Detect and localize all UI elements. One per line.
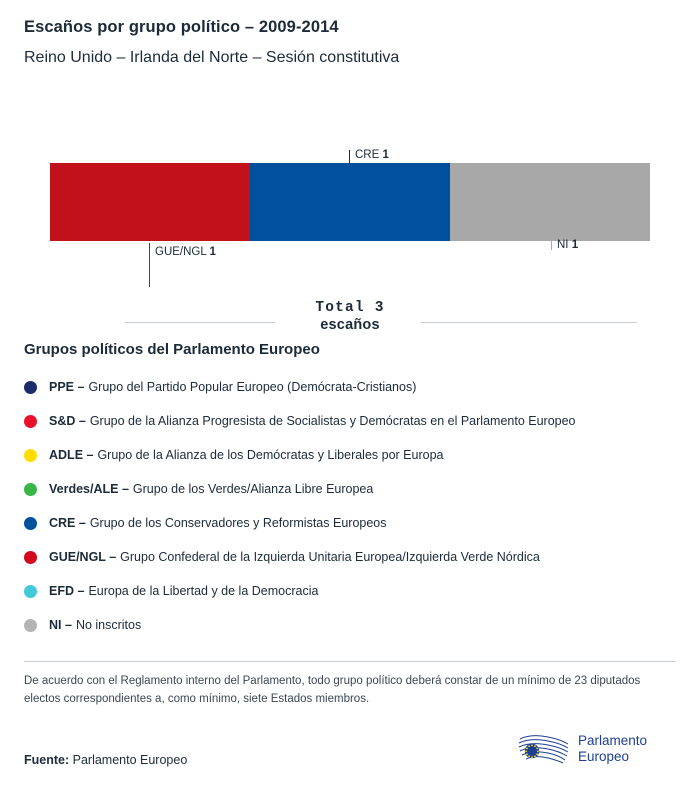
legend-item-abbr: EFD – bbox=[49, 584, 85, 598]
european-parliament-logo bbox=[518, 728, 680, 770]
ep-logo-line1: Parlamento bbox=[578, 733, 648, 749]
cre-callout-label bbox=[355, 149, 389, 161]
page-subtitle: Reino Unido – Irlanda del Norte – Sesión constitutiva bbox=[24, 49, 400, 66]
verdes-ale-color-dot bbox=[24, 483, 37, 496]
ep-logo-line2: Europeo bbox=[578, 749, 630, 764]
legend-item-abbr: S&D – bbox=[49, 414, 86, 428]
legend-item-desc: Grupo de los Verdes/Alianza Libre Europea bbox=[132, 482, 374, 496]
legend bbox=[24, 370, 684, 642]
cre-callout-tick bbox=[349, 150, 350, 164]
cre-callout-name: CRE bbox=[355, 149, 380, 161]
total-seats bbox=[0, 300, 700, 333]
footer-divider bbox=[24, 661, 676, 662]
legend-item-desc: Grupo de la Alianza de los Demócratas y Liberales por Europa bbox=[97, 448, 444, 462]
gue-ngl-callout-name: GUE/NGL bbox=[155, 246, 207, 258]
cre-callout-value: 1 bbox=[382, 149, 389, 161]
bar-segment-gue-ngl bbox=[50, 163, 250, 241]
legend-item-abbr: GUE/NGL – bbox=[49, 550, 117, 564]
legend-item-efd bbox=[24, 574, 684, 608]
legend-item-sd bbox=[24, 404, 684, 438]
ni-callout-tick bbox=[551, 237, 552, 250]
efd-color-dot bbox=[24, 585, 37, 598]
legend-item-abbr: PPE – bbox=[49, 380, 85, 394]
gue-ngl-callout-tick bbox=[149, 243, 150, 287]
total-value: 3 bbox=[374, 300, 385, 316]
legend-item-desc: Grupo de los Conservadores y Reformistas Europeos bbox=[89, 516, 387, 530]
page-title: Escaños por grupo político – 2009-2014 bbox=[24, 18, 339, 36]
legend-item-desc: Grupo del Partido Popular Europeo (Demócrata-Cristianos) bbox=[88, 380, 417, 394]
ni-callout-value: 1 bbox=[571, 239, 579, 251]
legend-item-gue-ngl bbox=[24, 540, 684, 574]
sd-color-dot bbox=[24, 415, 37, 428]
ni-color-dot bbox=[24, 619, 37, 632]
legend-item-desc: Grupo Confederal de la Izquierda Unitaria Europea/Izquierda Verde Nórdica bbox=[120, 550, 540, 564]
legend-item-ppe bbox=[24, 370, 684, 404]
legend-item-verdes-ale bbox=[24, 472, 684, 506]
total-label: Total bbox=[315, 300, 365, 316]
gue-ngl-callout-value: 1 bbox=[209, 246, 216, 258]
footer-note: De acuerdo con el Reglamento interno del Parlamento, todo grupo político deberá constar de un mínimo de 23 diputados electos correspondientes a, como mínimo, siete Estados miembros. bbox=[24, 675, 641, 705]
source-line bbox=[24, 753, 187, 767]
ep-logo-text bbox=[578, 733, 647, 765]
legend-item-ni bbox=[24, 608, 684, 642]
legend-item-desc: Grupo de la Alianza Progresista de Socialistas y Demócratas en el Parlamento Europeo bbox=[89, 414, 576, 428]
adle-color-dot bbox=[24, 449, 37, 462]
legend-item-adle bbox=[24, 438, 684, 472]
legend-item-abbr: ADLE – bbox=[49, 448, 94, 462]
legend-title: Grupos políticos del Parlamento Europeo bbox=[24, 341, 320, 358]
bar-segment-ni bbox=[450, 163, 650, 241]
ppe-color-dot bbox=[24, 381, 37, 394]
ni-callout-label bbox=[557, 239, 578, 251]
legend-item-abbr: NI – bbox=[49, 618, 72, 632]
legend-item-desc: Europa de la Libertad y de la Democracia bbox=[88, 584, 319, 598]
total-seats-line1 bbox=[0, 300, 700, 316]
total-seats-unit: escaños bbox=[320, 317, 380, 333]
ep-flag-icon bbox=[518, 731, 570, 767]
legend-item-abbr: CRE – bbox=[49, 516, 86, 530]
bar-segment-cre bbox=[250, 163, 450, 241]
cre-color-dot bbox=[24, 517, 37, 530]
source-label: Fuente: bbox=[24, 753, 70, 767]
gue-ngl-color-dot bbox=[24, 551, 37, 564]
legend-item-cre bbox=[24, 506, 684, 540]
bar-row bbox=[50, 163, 650, 241]
ni-callout-name: NI bbox=[557, 239, 569, 251]
legend-item-abbr: Verdes/ALE – bbox=[49, 482, 129, 496]
gue-ngl-callout-label bbox=[155, 246, 216, 258]
source-value: Parlamento Europeo bbox=[72, 753, 188, 767]
legend-item-desc: No inscritos bbox=[75, 618, 142, 632]
seats-stacked-bar-chart bbox=[50, 163, 650, 241]
